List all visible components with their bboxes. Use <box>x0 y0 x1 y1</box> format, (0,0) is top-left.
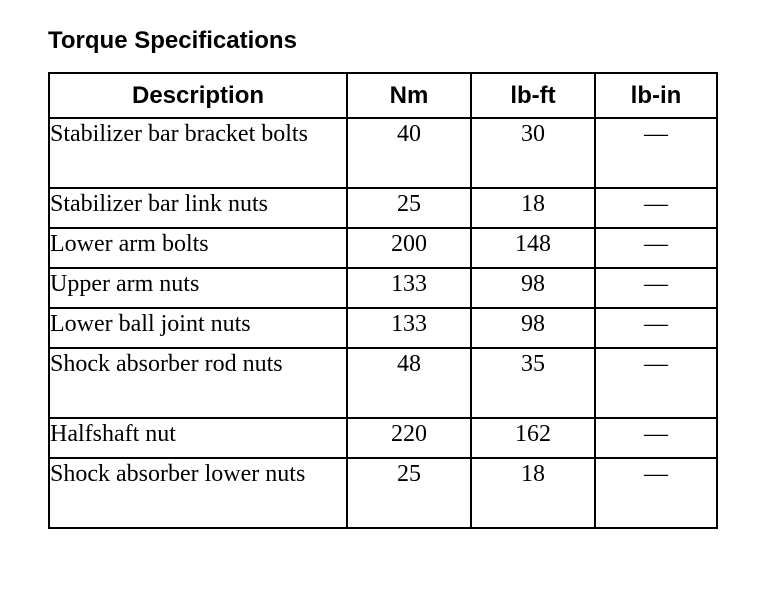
row-nm: 133 <box>347 268 471 308</box>
row-lb-ft: 148 <box>471 228 595 268</box>
table-row <box>49 458 717 528</box>
row-description: Shock absorber lower nuts <box>49 458 347 528</box>
table-row <box>49 268 717 308</box>
table-row <box>49 418 717 458</box>
column-header-description: Description <box>49 73 347 118</box>
row-description: Stabilizer bar link nuts <box>49 188 347 228</box>
row-lb-ft: 18 <box>471 458 595 528</box>
row-lb-in: — <box>595 418 717 458</box>
row-lb-in: — <box>595 348 717 418</box>
row-description: Lower ball joint nuts <box>49 308 347 348</box>
row-nm: 48 <box>347 348 471 418</box>
row-nm: 25 <box>347 188 471 228</box>
row-description: Halfshaft nut <box>49 418 347 458</box>
column-header-nm: Nm <box>347 73 471 118</box>
table-row <box>49 308 717 348</box>
row-lb-in: — <box>595 228 717 268</box>
row-lb-in: — <box>595 308 717 348</box>
row-description: Stabilizer bar bracket bolts <box>49 118 347 188</box>
row-lb-in: — <box>595 188 717 228</box>
table-row <box>49 228 717 268</box>
column-header-lb-ft: lb-ft <box>471 73 595 118</box>
row-description: Shock absorber rod nuts <box>49 348 347 418</box>
row-lb-in: — <box>595 458 717 528</box>
row-nm: 133 <box>347 308 471 348</box>
row-lb-ft: 35 <box>471 348 595 418</box>
table-row <box>49 348 717 418</box>
row-lb-ft: 30 <box>471 118 595 188</box>
row-lb-ft: 162 <box>471 418 595 458</box>
row-lb-ft: 98 <box>471 308 595 348</box>
row-description: Lower arm bolts <box>49 228 347 268</box>
row-lb-ft: 98 <box>471 268 595 308</box>
torque-spec-table <box>48 72 718 529</box>
table-row <box>49 118 717 188</box>
row-nm: 25 <box>347 458 471 528</box>
column-header-lb-in: lb-in <box>595 73 717 118</box>
table-header-row <box>49 73 717 118</box>
row-lb-ft: 18 <box>471 188 595 228</box>
row-lb-in: — <box>595 118 717 188</box>
row-nm: 200 <box>347 228 471 268</box>
row-description: Upper arm nuts <box>49 268 347 308</box>
table-row <box>49 188 717 228</box>
page-title: Torque Specifications <box>48 27 297 54</box>
row-nm: 40 <box>347 118 471 188</box>
row-lb-in: — <box>595 268 717 308</box>
row-nm: 220 <box>347 418 471 458</box>
